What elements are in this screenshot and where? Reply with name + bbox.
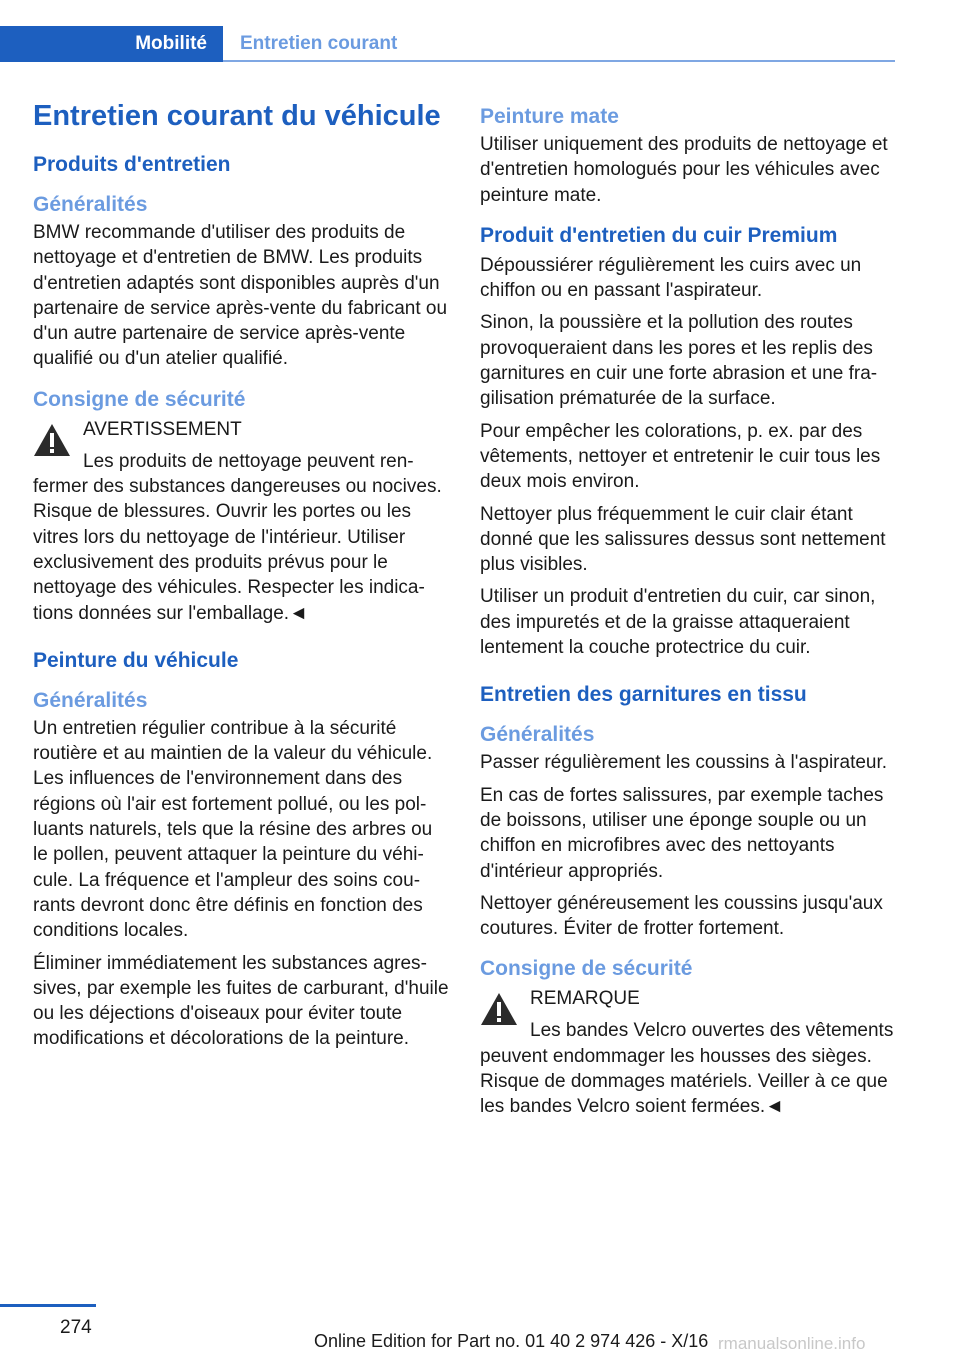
- warning-box: [33, 417, 451, 626]
- note-title: REMARQUE: [530, 988, 640, 1010]
- note-box: [480, 986, 898, 1119]
- paragraph: Pour empêcher les colorations, p. ex. par des vêtements, nettoyer et entretenir le cuir tous les deux mois environ.: [480, 420, 881, 493]
- subheading-peinture-mate: Peinture mate: [480, 105, 619, 128]
- section-heading-tissu: Entretien des garnitures en tissu: [480, 683, 807, 707]
- paragraph: Nettoyer plus fréquemment le cuir clair étant donné que les salissures dessus sont nettement plus visibles.: [480, 503, 886, 576]
- paragraph: Nettoyer généreusement les coussins jusqu'aux coutures. Éviter de frotter fortement.: [480, 892, 883, 940]
- footer-rule: [0, 1304, 96, 1307]
- paragraph: BMW recommande d'utiliser des produits de nettoyage et d'entretien de BMW. Les produits d'entretien adaptés sont disponibles auprès d'un partenaire de service après-vente du fabricant ou d'un autre partenaire de service après-vente qualifié ou d'un atelier qualifié.: [33, 222, 448, 370]
- page-title: Entretien courant du véhicule: [33, 100, 441, 132]
- edition-text: Online Edition for Part no. 01 40 2 974 426 - X/16: [314, 1331, 709, 1351]
- paragraph: Un entretien régulier contribue à la sécurité routière et au maintien de la valeur du véhicule. Les influences de l'environnement dans des régions où l'air est fortement pollué, ou les polluants naturels, tels que la résine des arbres ou le pollen, peuvent attaquer la peinture du véhicule. La fréquence et l'ampleur des soins courants devront donc être définis en fonction des conditions locales.: [33, 717, 433, 942]
- tab-mobilite: Mobilité: [0, 26, 223, 62]
- right-column: [480, 104, 898, 1127]
- subheading-generalites: Généralités: [480, 723, 595, 747]
- section-heading-cuir: Produit d'entretien du cuir Premium: [480, 223, 838, 247]
- subheading-generalites: Généralités: [33, 193, 148, 216]
- left-column: [33, 100, 451, 1059]
- paragraph: Utiliser un produit d'entretien du cuir, car sinon, des impuretés et de la graisse attaqueraient lentement la couche protectrice du cuir.: [480, 586, 876, 659]
- paragraph: Utiliser uniquement des produits de nettoyage et d'entretien homologués pour les véhicules avec peinture mate.: [480, 134, 888, 206]
- subheading-generalites: Généralités: [33, 688, 148, 712]
- header-tabbar: [0, 26, 895, 62]
- warning-triangle-icon: [33, 423, 71, 457]
- paragraph: Éliminer immédiatement les substances agressives, par exemple les fuites de carburant, d'huile ou les déjections d'oiseaux pour éviter toute modifications et décolorations de la peinture.: [33, 952, 449, 1050]
- page-number: 274: [60, 1317, 92, 1338]
- warning-triangle-icon: [480, 992, 518, 1026]
- paragraph: En cas de fortes salissures, par exemple taches de boissons, utiliser une éponge souple ou un chiffon en microfibres avec des nettoyants d'intérieur appropriés.: [480, 784, 884, 882]
- paragraph: Dépoussiérer régulièrement les cuirs avec un chiffon ou en passant l'aspirateur.: [480, 254, 862, 302]
- tab-entretien-courant: Entretien courant: [240, 33, 398, 54]
- paragraph: Passer régulièrement les coussins à l'aspirateur.: [480, 752, 888, 774]
- note-text: Les bandes Velcro ouvertes des vêtements peuvent endommager les housses des sièges. Risque de dommages matériels. Veiller à ce que les bandes Velcro soient fermées.◄: [480, 1020, 894, 1118]
- subheading-consigne: Consigne de sécurité: [480, 957, 693, 981]
- section-heading-produits: Produits d'entretien: [33, 153, 231, 176]
- section-heading-peinture: Peinture du véhicule: [33, 648, 239, 672]
- header-rule: [223, 60, 895, 62]
- subheading-consigne: Consigne de sécurité: [33, 387, 246, 411]
- watermark: rmanualsonline.info: [718, 1334, 866, 1353]
- warning-title: AVERTISSEMENT: [83, 418, 242, 440]
- paragraph: Sinon, la poussière et la pollution des routes provoqueraient dans les pores et les replis des garnitures en cuir une forte abrasion et une fragilisation prématurée de la surface.: [480, 312, 878, 410]
- warning-text: Les produits de nettoyage peuvent renfermer des substances dangereuses ou nocives. Risque de blessures. Ouvrir les portes ou les vitres lors du nettoyage de l'intérieur. Utiliser exclusivement des produits prévus pour le nettoyage des véhicules. Respecter les indications données sur l'emballage.◄: [33, 450, 442, 624]
